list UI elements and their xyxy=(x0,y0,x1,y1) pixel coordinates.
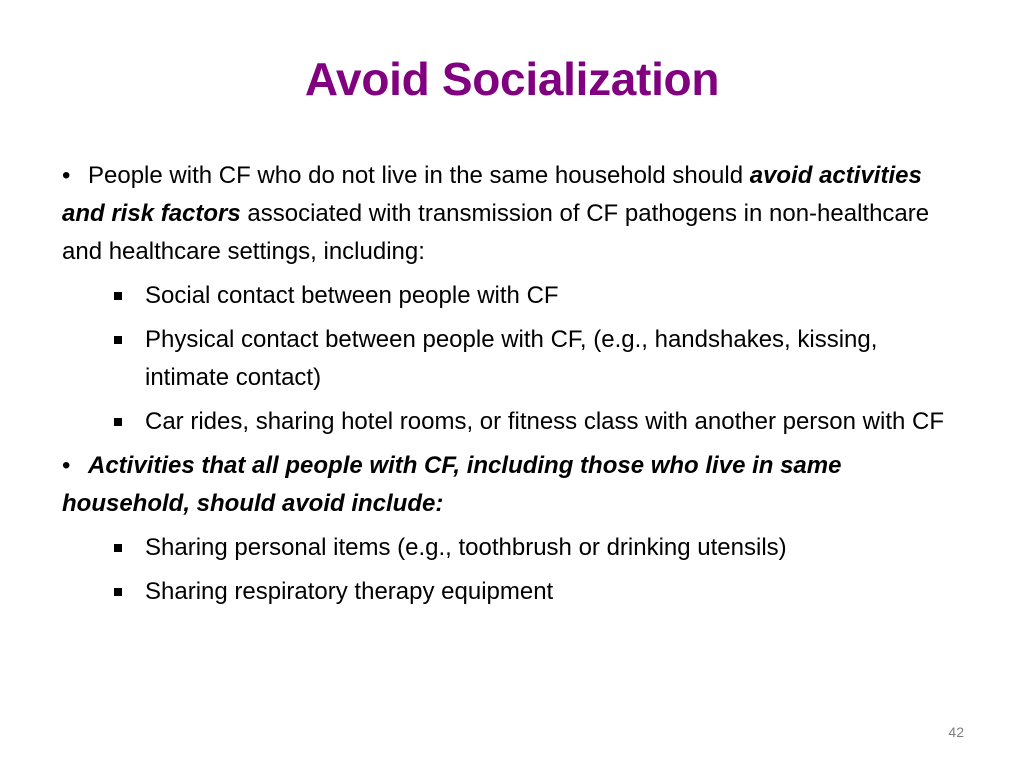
bullet-1-emphasis: avoid activities and risk factors xyxy=(62,162,922,227)
bullet-marker: • xyxy=(62,162,71,189)
square-bullet-icon xyxy=(114,544,122,552)
bullet-1 xyxy=(62,157,962,271)
sub-bullet-text: Sharing personal items (e.g., toothbrush or drinking utensils) xyxy=(145,534,787,561)
sub-bullet-respiratory-equipment xyxy=(62,573,962,611)
sub-bullet-personal-items xyxy=(62,529,962,567)
sub-bullet-text: Social contact between people with CF xyxy=(145,282,559,309)
slide-title: Avoid Socialization xyxy=(304,53,720,105)
sub-bullet-text: Car rides, sharing hotel rooms, or fitness class with another person with CF xyxy=(145,408,944,435)
sub-bullet-physical-contact xyxy=(62,321,962,397)
sub-bullet-text: Sharing respiratory therapy equipment xyxy=(145,578,554,605)
sub-bullet-text: Physical contact between people with CF, (e.g., handshakes, kissing, intimate contact) xyxy=(145,326,878,391)
page-number: 42 xyxy=(948,724,964,740)
sub-bullet-car-rides xyxy=(62,403,962,441)
square-bullet-icon xyxy=(114,292,122,300)
square-bullet-icon xyxy=(114,588,122,596)
slide-body xyxy=(62,157,962,611)
bullet-2 xyxy=(62,447,962,523)
bullet-2-emphasis: Activities that all people with CF, including those who live in same household, should avoid include: xyxy=(62,452,842,517)
bullet-marker: • xyxy=(62,452,71,479)
sub-bullet-social-contact xyxy=(62,277,962,315)
square-bullet-icon xyxy=(114,418,122,426)
bullet-1-text-b: associated with transmission of CF pathogens in non-healthcare and healthcare settings, including: xyxy=(62,200,930,265)
square-bullet-icon xyxy=(114,336,122,344)
bullet-1-text-a: People with CF who do not live in the same household should xyxy=(88,162,750,189)
